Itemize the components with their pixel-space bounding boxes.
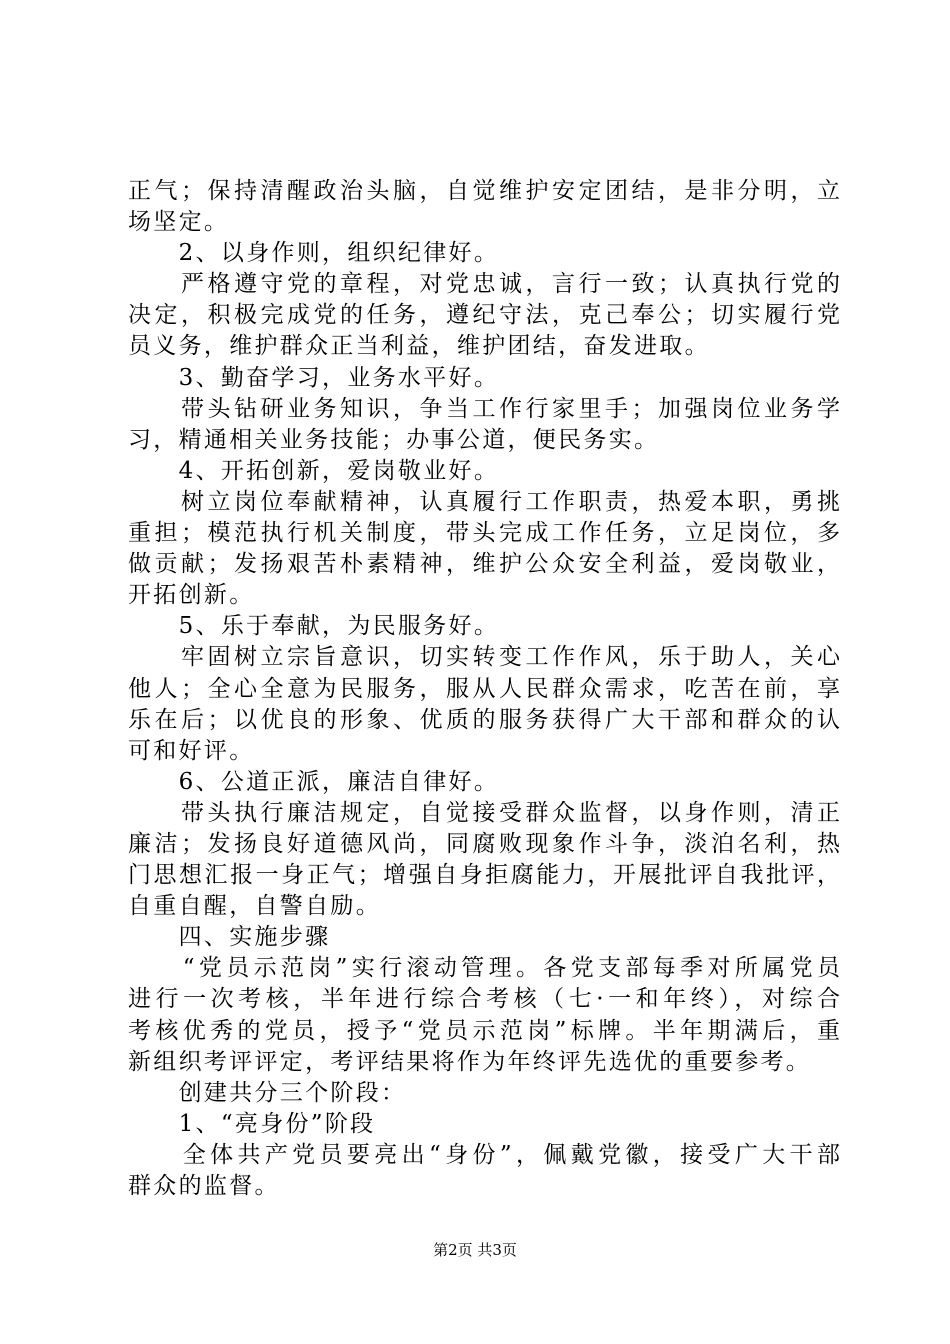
paragraph-line: 他人；全心全意为民服务，服从人民群众需求，吃苦在前，享 — [128, 675, 840, 702]
paragraph-line: 群众的监督。 — [128, 1173, 280, 1199]
paragraph-line: 正气；保持清醒政治头脑，自觉维护安定团结，是非分明，立 — [128, 178, 840, 204]
paragraph-line: 严格遵守党的章程，对党忠诚，言行一致；认真执行党的 — [128, 271, 840, 298]
paragraph-line: 重担；模范执行机关制度，带头完成工作任务，立足岗位，多 — [128, 520, 840, 547]
paragraph-line: 创建共分三个阶段： — [128, 1079, 407, 1106]
paragraph-line: 乐在后；以优良的形象、优质的服务获得广大干部和群众的认 — [128, 706, 840, 733]
paragraph-line: 新组织考评评定，考评结果将作为年终评先选优的重要参考。 — [128, 1048, 812, 1075]
page-footer: 第2页 共3页 — [433, 1241, 517, 1259]
paragraph-line: 场坚定。 — [128, 209, 230, 236]
paragraph-line: 全体共产党员要亮出“身份”，佩戴党徽，接受广大干部 — [128, 1141, 840, 1168]
paragraph-line: 5、乐于奉献，为民服务好。 — [128, 613, 500, 640]
paragraph-line: 员义务，维护群众正当利益，维护团结，奋发进取。 — [128, 333, 710, 360]
paragraph-line: 四、实施步骤 — [128, 924, 331, 951]
paragraph-line: 带头执行廉洁规定，自觉接受群众监督，以身作则，清正 — [128, 799, 840, 826]
paragraph-line: 自重自醒，自警自励。 — [128, 893, 381, 920]
paragraph-line: 决定，积极完成党的任务，遵纪守法，克己奉公；切实履行党 — [128, 302, 840, 329]
paragraph-line: 1、“亮身份”阶段 — [128, 1110, 376, 1137]
paragraph-line: “党员示范岗”实行滚动管理。各党支部每季对所属党员 — [128, 955, 840, 982]
paragraph-line: 带头钻研业务知识，争当工作行家里手；加强岗位业务学 — [128, 395, 840, 422]
paragraph-line: 进行一次考核，半年进行综合考核（七·一和年终），对综合 — [128, 986, 840, 1013]
paragraph-line: 考核优秀的党员，授予“党员示范岗”标牌。半年期满后，重 — [128, 1017, 840, 1044]
paragraph-line: 3、勤奋学习，业务水平好。 — [128, 364, 500, 391]
paragraph-line: 4、开拓创新，爱岗敬业好。 — [128, 457, 500, 484]
paragraph-line: 门思想汇报一身正气；增强自身拒腐能力，开展批评自我批评， — [128, 862, 840, 889]
paragraph-line: 树立岗位奉献精神，认真履行工作职责，热爱本职，勇挑 — [128, 488, 840, 515]
paragraph-line: 6、公道正派，廉洁自律好。 — [128, 768, 500, 795]
document-body — [128, 176, 840, 1202]
paragraph-line: 习，精通相关业务技能；办事公道，便民务实。 — [128, 426, 660, 453]
paragraph-line: 开拓创新。 — [128, 582, 255, 609]
paragraph-line: 廉洁；发扬良好道德风尚，同腐败现象作斗争，淡泊名利，热 — [128, 830, 840, 857]
paragraph-line: 牢固树立宗旨意识，切实转变工作作风，乐于助人，关心 — [128, 644, 840, 671]
paragraph-line: 2、以身作则，组织纪律好。 — [128, 240, 500, 267]
paragraph-line: 可和好评。 — [128, 737, 255, 764]
paragraph-line: 做贡献；发扬艰苦朴素精神，维护公众安全利益，爱岗敬业， — [128, 551, 840, 578]
